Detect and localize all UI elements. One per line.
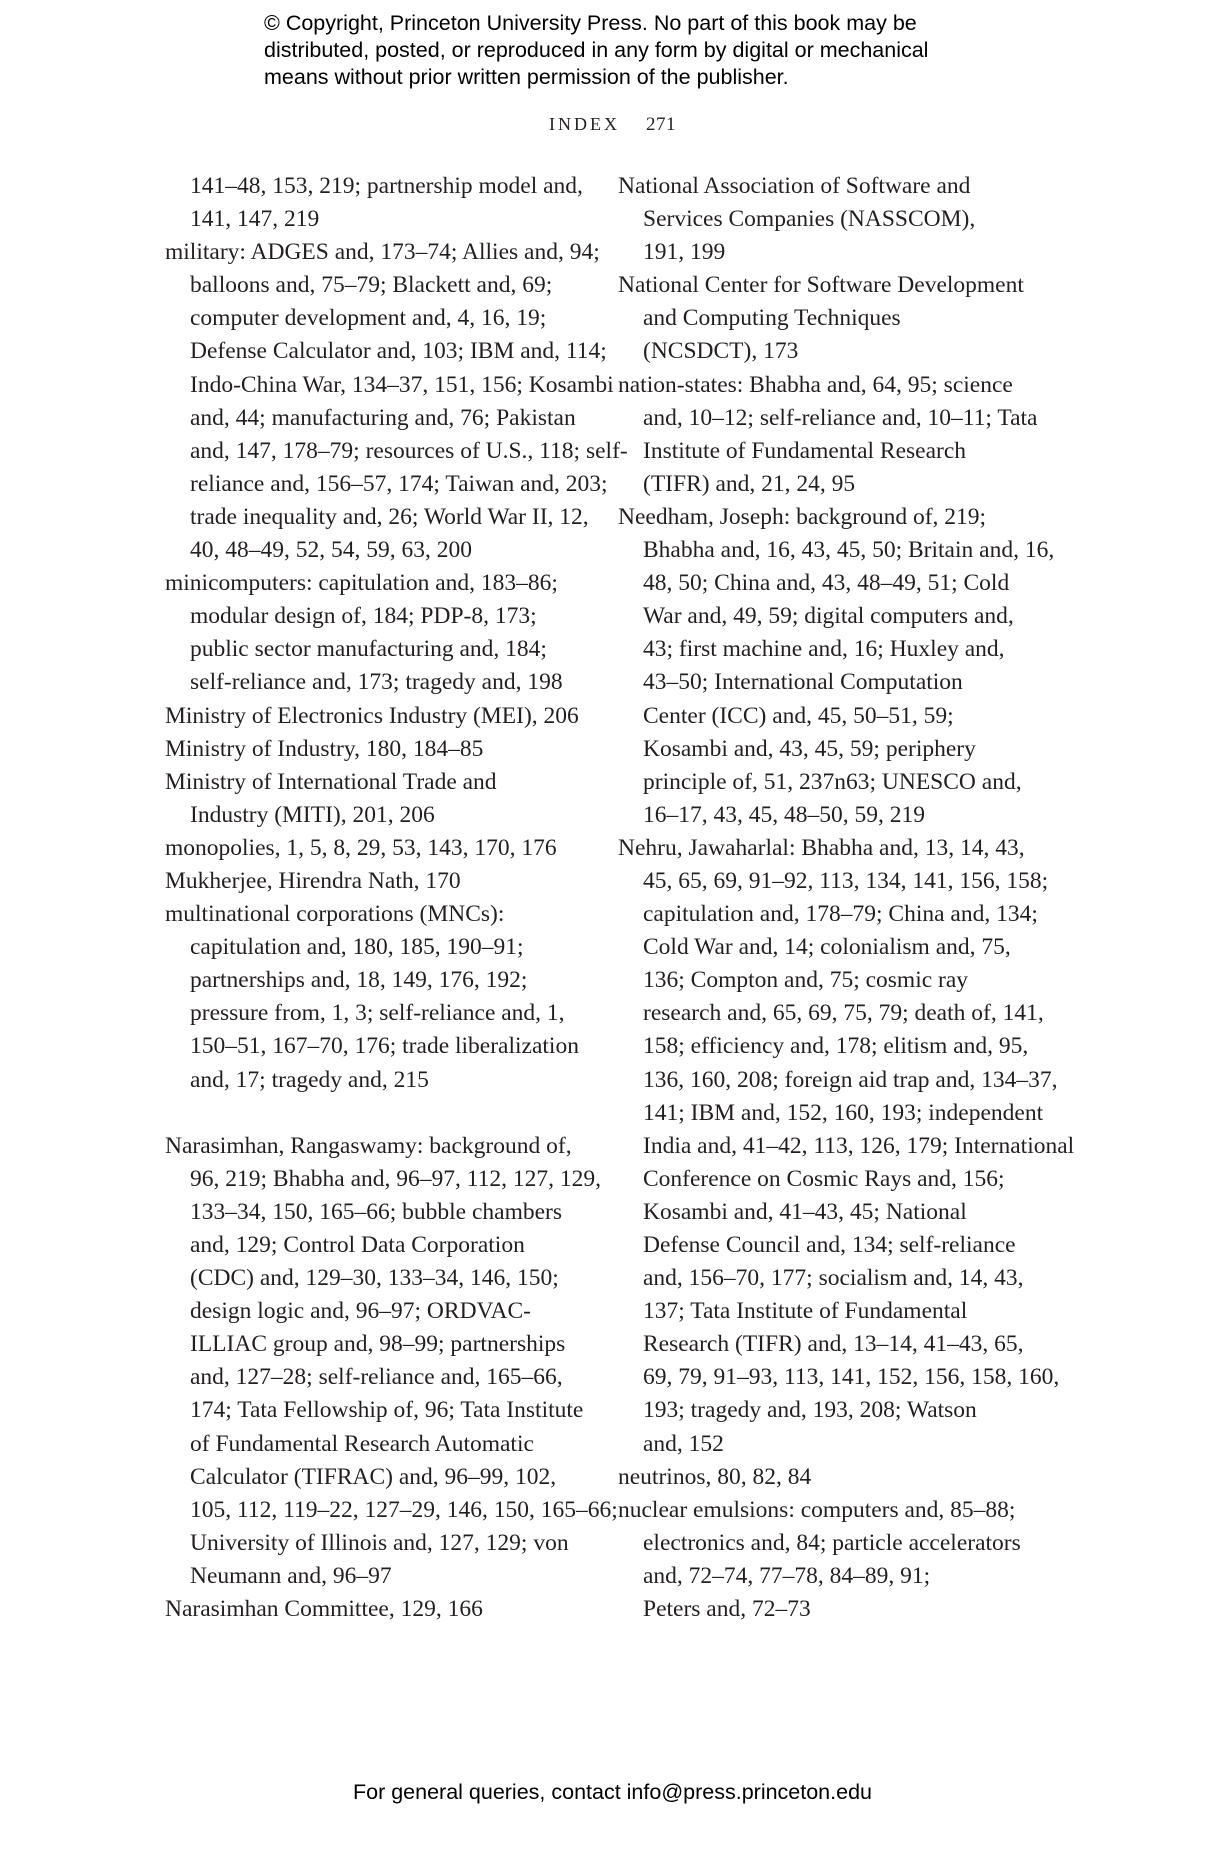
index-entry-subline: 191, 199 <box>643 239 726 266</box>
index-entry-subline: 141, 147, 219 <box>190 206 320 233</box>
index-entry-subline: principle of, 51, 237n63; UNESCO and, <box>643 768 1022 795</box>
index-entry-subline: (NCSDCT), 173 <box>643 338 799 365</box>
index-entry-subline: 96, 219; Bhabha and, 96–97, 112, 127, 129, <box>190 1165 601 1192</box>
index-entry-heading-line: Mukherjee, Hirendra Nath, 170 <box>165 867 461 894</box>
copyright-notice <box>264 10 928 91</box>
index-entry-subline: India and, 41–42, 113, 126, 179; International <box>643 1132 1075 1159</box>
index-entry-subline: 137; Tata Institute of Fundamental <box>643 1298 968 1325</box>
index-entry-subline: public sector manufacturing and, 184; <box>190 636 547 663</box>
index-entry-subline: and, 156–70, 177; socialism and, 14, 43, <box>643 1265 1024 1292</box>
index-entry-subline: (CDC) and, 129–30, 133–34, 146, 150; <box>190 1265 559 1292</box>
index-entry-subline: 141–48, 153, 219; partnership model and, <box>190 173 583 199</box>
index-entry-subline: and, 127–28; self-reliance and, 165–66, <box>190 1364 563 1391</box>
index-entry-subline: of Fundamental Research Automatic <box>190 1430 534 1457</box>
index-entry-subline: 133–34, 150, 165–66; bubble chambers <box>190 1198 563 1225</box>
index-entry-subline: 69, 79, 91–93, 113, 141, 152, 156, 158, 160, <box>643 1364 1060 1391</box>
index-entry <box>618 369 1074 501</box>
index-entry-heading-line: nation-states: Bhabha and, 64, 95; science <box>618 371 1013 398</box>
index-entry-subline: capitulation and, 180, 185, 190–91; <box>190 934 524 961</box>
index-entry <box>618 832 1074 1461</box>
index-entry-subline: War and, 49, 59; digital computers and, <box>643 603 1014 630</box>
index-entry-subline: Industry (MITI), 201, 206 <box>190 801 435 828</box>
index-entry-subline: 150–51, 167–70, 176; trade liberalization <box>190 1033 579 1060</box>
index-entry-subline: ILLIAC group and, 98–99; partnerships <box>190 1331 566 1358</box>
index-entry-subline: 16–17, 43, 45, 48–50, 59, 219 <box>643 801 925 828</box>
index-entry-subline: and, 129; Control Data Corporation <box>190 1232 525 1258</box>
index-entry-subline: pressure from, 1, 3; self-reliance and, 1, <box>190 1000 565 1027</box>
index-entry <box>165 567 628 699</box>
index-entry-subline: capitulation and, 178–79; China and, 134; <box>643 901 1038 928</box>
index-entry-heading-line: National Center for Software Development <box>618 272 1024 299</box>
index-entry-heading-line: Ministry of International Trade and <box>165 768 497 795</box>
index-entry-heading-line: nuclear emulsions: computers and, 85–88; <box>618 1496 1016 1523</box>
index-entry-heading-line: monopolies, 1, 5, 8, 29, 53, 143, 170, 176 <box>165 834 557 861</box>
index-entry-subline: 105, 112, 119–22, 127–29, 146, 150, 165–66; <box>190 1496 618 1523</box>
index-entry-subline: and, 72–74, 77–78, 84–89, 91; <box>643 1562 931 1589</box>
index-entry-subline: Cold War and, 14; colonialism and, 75, <box>643 934 1011 961</box>
index-entry-subline: Defense Council and, 134; self-reliance <box>643 1232 1016 1258</box>
index-entry-subline: and, 147, 178–79; resources of U.S., 118; self- <box>190 437 628 464</box>
index-entry-heading-line: Narasimhan Committee, 129, 166 <box>165 1596 483 1623</box>
index-column-right <box>618 170 1074 1626</box>
index-entry-subline: 43–50; International Computation <box>643 669 963 696</box>
index-entry <box>165 1130 628 1593</box>
index-entry <box>618 269 1074 368</box>
index-entry-heading-line: minicomputers: capitulation and, 183–86; <box>165 570 558 597</box>
index-entry-subline: design logic and, 96–97; ORDVAC- <box>190 1298 531 1325</box>
index-entry-heading-line: neutrinos, 80, 82, 84 <box>618 1463 812 1490</box>
index-entry <box>165 898 628 1097</box>
index-entry-subline: Services Companies (NASSCOM), <box>643 206 976 233</box>
index-entry <box>165 865 628 898</box>
index-entry-subline: reliance and, 156–57, 174; Taiwan and, 203; <box>190 470 608 497</box>
index-entry-subline: 45, 65, 69, 91–92, 113, 134, 141, 156, 158; <box>643 867 1049 894</box>
index-entry-subline: Calculator (TIFRAC) and, 96–99, 102, <box>190 1463 557 1490</box>
footer-contact: For general queries, contact info@press.princeton.edu <box>352 1780 872 1804</box>
index-entry-subline: and, 17; tragedy and, 215 <box>190 1066 429 1093</box>
index-entry-subline: Indo-China War, 134–37, 151, 156; Kosambi <box>190 371 614 398</box>
index-entry-subline: and, 10–12; self-reliance and, 10–11; Tata <box>643 404 1038 431</box>
index-entry-subline: computer development and, 4, 16, 19; <box>190 305 547 332</box>
index-entry-heading-line: Needham, Joseph: background of, 219; <box>618 503 987 530</box>
index-entry-subline: partnerships and, 18, 149, 176, 192; <box>190 967 528 994</box>
index-entry <box>165 170 628 236</box>
index-entry-subline: 141; IBM and, 152, 160, 193; independent <box>643 1099 1044 1126</box>
section-title: INDEX <box>549 114 620 134</box>
index-entry-subline: Bhabha and, 16, 43, 45, 50; Britain and, 16, <box>643 537 1055 564</box>
index-entry-subline: Kosambi and, 43, 45, 59; periphery <box>643 735 976 762</box>
index-entry-heading-line: military: ADGES and, 173–74; Allies and, 94; <box>165 239 600 266</box>
index-entry-subline: 40, 48–49, 52, 54, 59, 63, 200 <box>190 537 472 564</box>
index-entry-subline: 158; efficiency and, 178; elitism and, 95, <box>643 1033 1029 1060</box>
index-entry <box>618 1461 1074 1494</box>
index-entry-heading-line: Ministry of Electronics Industry (MEI), 206 <box>165 702 579 729</box>
index-entry-subline: 136; Compton and, 75; cosmic ray <box>643 967 969 994</box>
index-entry-subline: and, 152 <box>643 1430 724 1457</box>
index-entry-heading-line: Ministry of Industry, 180, 184–85 <box>165 735 484 762</box>
index-entry-subline: (TIFR) and, 21, 24, 95 <box>643 470 856 497</box>
index-entry-subline: University of Illinois and, 127, 129; von <box>190 1529 569 1556</box>
index-entry-subline: modular design of, 184; PDP-8, 173; <box>190 603 537 630</box>
index-entry-subline: 193; tragedy and, 193, 208; Watson <box>643 1397 977 1424</box>
index-entry <box>618 501 1074 832</box>
index-entry-subline: Defense Calculator and, 103; IBM and, 114; <box>190 338 607 365</box>
page-number: 271 <box>646 114 676 135</box>
copyright-line: distributed, posted, or reproduced in any form by digital or mechanical <box>264 38 929 62</box>
index-entry-subline: research and, 65, 69, 75, 79; death of, 141, <box>643 1000 1044 1027</box>
index-entry-heading-line: Nehru, Jawaharlal: Bhabha and, 13, 14, 43, <box>618 834 1025 861</box>
index-entry-subline: 43; first machine and, 16; Huxley and, <box>643 636 1005 663</box>
index-entry <box>165 700 628 733</box>
index-entry-subline: 174; Tata Fellowship of, 96; Tata Institute <box>190 1397 584 1424</box>
index-entry-subline: and Computing Techniques <box>643 305 901 332</box>
index-entry-subline: Center (ICC) and, 45, 50–51, 59; <box>643 702 954 729</box>
index-entry <box>165 1593 628 1626</box>
copyright-line: © Copyright, Princeton University Press. No part of this book may be <box>264 11 917 35</box>
running-head <box>0 114 1225 136</box>
entry-gap <box>165 1097 628 1130</box>
index-entry-subline: Conference on Cosmic Rays and, 156; <box>643 1165 1005 1192</box>
index-entry <box>618 1494 1074 1626</box>
index-entry-heading-line: National Association of Software and <box>618 173 971 199</box>
index-entry-subline: Peters and, 72–73 <box>643 1596 811 1623</box>
index-entry-subline: 136, 160, 208; foreign aid trap and, 134–37, <box>643 1066 1058 1093</box>
index-entry <box>165 832 628 865</box>
index-entry-subline: Institute of Fundamental Research <box>643 437 967 464</box>
index-entry <box>165 733 628 766</box>
index-entry <box>618 170 1074 269</box>
index-column-left <box>165 170 628 1626</box>
index-entry-subline: Neumann and, 96–97 <box>190 1562 392 1589</box>
index-entry-subline: self-reliance and, 173; tragedy and, 198 <box>190 669 563 696</box>
index-entry-subline: Kosambi and, 41–43, 45; National <box>643 1198 967 1225</box>
index-entry-heading-line: multinational corporations (MNCs): <box>165 901 505 928</box>
index-entry-subline: Research (TIFR) and, 13–14, 41–43, 65, <box>643 1331 1024 1358</box>
index-entry <box>165 236 628 567</box>
copyright-line: means without prior written permission of the publisher. <box>264 65 789 89</box>
index-entry-subline: 48, 50; China and, 43, 48–49, 51; Cold <box>643 570 1010 597</box>
index-entry-subline: trade inequality and, 26; World War II, 12, <box>190 503 589 530</box>
index-entry-heading-line: Narasimhan, Rangaswamy: background of, <box>165 1132 572 1159</box>
index-entry-subline: electronics and, 84; particle accelerators <box>643 1529 1021 1556</box>
index-entry-subline: and, 44; manufacturing and, 76; Pakistan <box>190 404 576 431</box>
index-entry-subline: balloons and, 75–79; Blackett and, 69; <box>190 272 553 299</box>
index-entry <box>165 766 628 832</box>
